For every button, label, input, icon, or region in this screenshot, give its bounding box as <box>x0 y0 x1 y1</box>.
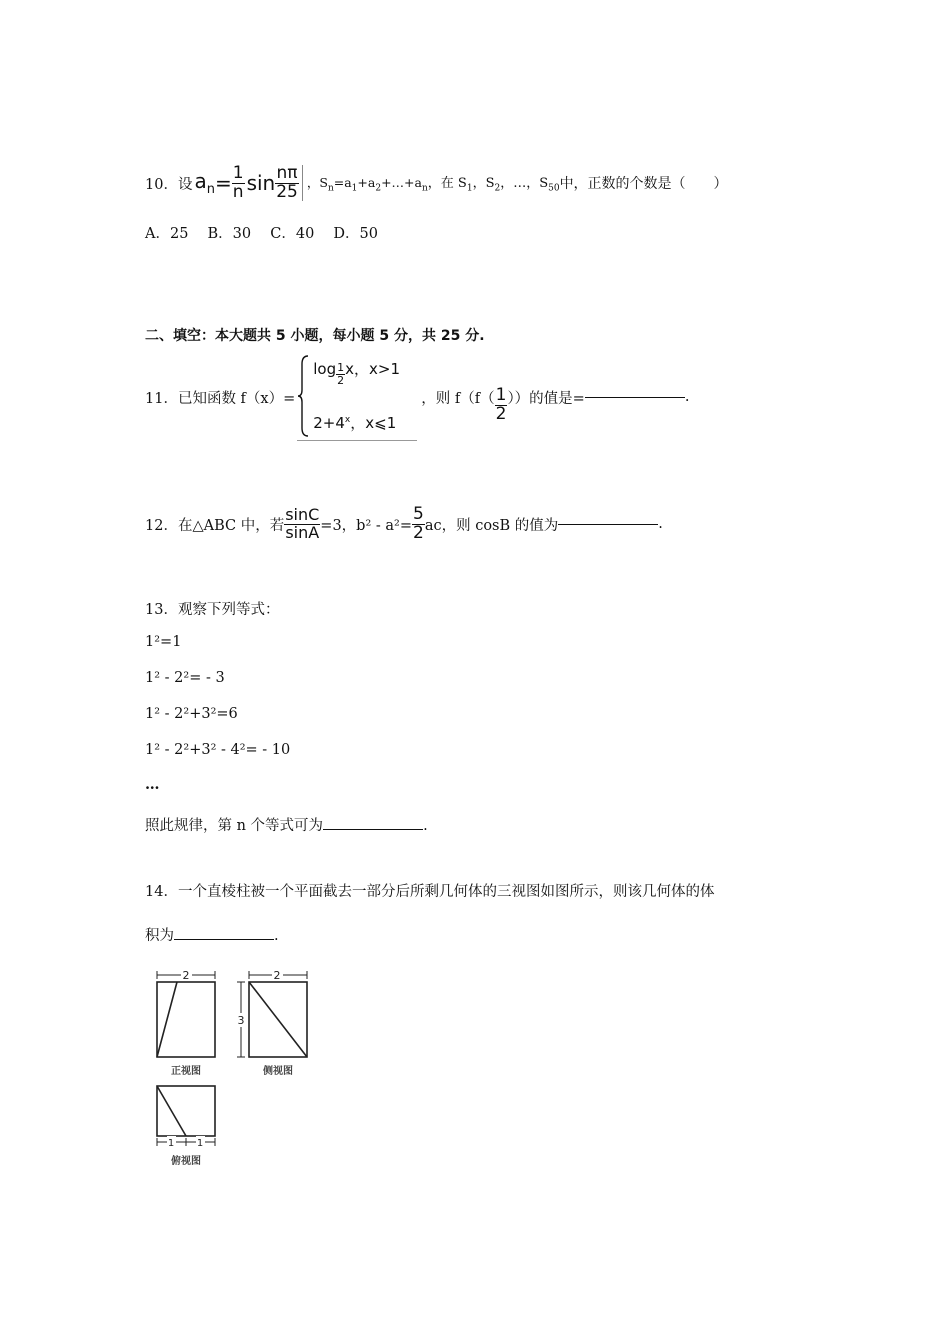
q10-tail: 中，正数的个数是（ ） <box>559 176 728 192</box>
q11-answer-blank[interactable] <box>585 397 685 398</box>
q13-title: 13．观察下列等式： <box>145 602 280 618</box>
q12-prefix: 12．在△ABC 中，若 <box>145 517 285 534</box>
three-view-drawing <box>145 968 315 1176</box>
q13-conclusion: 照此规律，第 n 个等式可为 <box>145 818 324 834</box>
q10-an: $a_n$ <box>194 169 215 197</box>
q12-mid: =3，b² - a²= <box>320 517 412 534</box>
q14-answer-blank[interactable] <box>174 939 274 940</box>
q11-mid: ，则 f（f（ <box>421 390 495 407</box>
q11-end: . <box>684 389 690 405</box>
q10-options: A．25 B．30 C．40 D．50 <box>145 226 378 242</box>
q10-fraction-1-over-n: $\frac{1}{n}$ <box>232 162 244 202</box>
q14-line-1: 14．一个直棱柱被一个平面截去一部分后所剩几何体的三视图如图所示，则该几何体的体 <box>145 884 715 900</box>
q12-line <box>145 500 663 548</box>
q14-end: . <box>274 928 279 944</box>
side-caption: 侧视图 <box>263 1066 293 1077</box>
q11-arg-fraction: $\frac{1}{2}$ <box>495 384 507 424</box>
front-dim-label: 2 <box>182 969 190 982</box>
q10-sin: sin <box>246 171 276 195</box>
q13-equation-4: 1² - 2²+3² - 4²= - 10 <box>145 742 291 758</box>
q12-answer-blank[interactable] <box>558 524 658 525</box>
top-view <box>157 1086 215 1146</box>
front-caption: 正视图 <box>171 1066 201 1077</box>
q13-equation-1: 1²=1 <box>145 634 182 650</box>
top-dim-left-label: 1 <box>167 1138 175 1149</box>
side-view <box>237 971 307 1057</box>
section-2-heading: 二、填空：本大题共 5 小题，每小题 5 分，共 25 分. <box>145 328 485 344</box>
front-view <box>157 971 215 1057</box>
q13-answer-blank[interactable] <box>323 829 423 830</box>
q12-suffix: ac，则 cosB 的值为 <box>424 517 559 534</box>
q11-piecewise <box>297 354 417 441</box>
top-caption: 俯视图 <box>171 1156 201 1167</box>
q11-case-1: log $\frac{1}{2}$ x，x>1 <box>313 359 401 387</box>
top-dim-right-label: 1 <box>196 1138 204 1149</box>
q10-number: 10．设 <box>145 176 193 193</box>
q10-fraction-npi-over-25: $\frac{n\pi}{25}$ <box>275 165 303 202</box>
three-view-figure <box>145 968 315 1176</box>
q10-sequence-list: ，在 $S_1$，$S_2$，…，$S_{50}$ <box>427 176 560 194</box>
q12-five-halves: $\frac{5}{2}$ <box>413 503 424 543</box>
height-dim-label: 3 <box>237 1014 245 1027</box>
q14-line-2 <box>145 924 279 945</box>
q12-end: . <box>658 516 663 532</box>
q13-conclusion-line <box>145 814 428 835</box>
q11-case-2: $2+4^x$，x⩽1 <box>313 413 397 432</box>
q12-sin-fraction: $\frac{\sin C}{\sin A}$ <box>285 504 320 542</box>
q11-line <box>145 352 689 442</box>
q13-equation-2: 1² - 2²= - 3 <box>145 670 225 686</box>
q13-end: . <box>423 818 428 834</box>
q11-suffix: ））的值是= <box>507 390 585 407</box>
q11-brace <box>297 354 309 438</box>
q14-line-2-text: 积为 <box>145 928 174 944</box>
q11-prefix: 11．已知函数 f（x）= <box>145 390 296 407</box>
q10-equals: = <box>214 171 232 195</box>
side-dim-label: 2 <box>273 969 281 982</box>
q13-equation-3: 1² - 2²+3²=6 <box>145 706 238 722</box>
q13-ellipsis: … <box>145 776 160 793</box>
q10-line <box>145 160 728 206</box>
q10-sum-definition: ，$S_n=a_1+a_2+\dots+a_n$ <box>306 174 428 194</box>
